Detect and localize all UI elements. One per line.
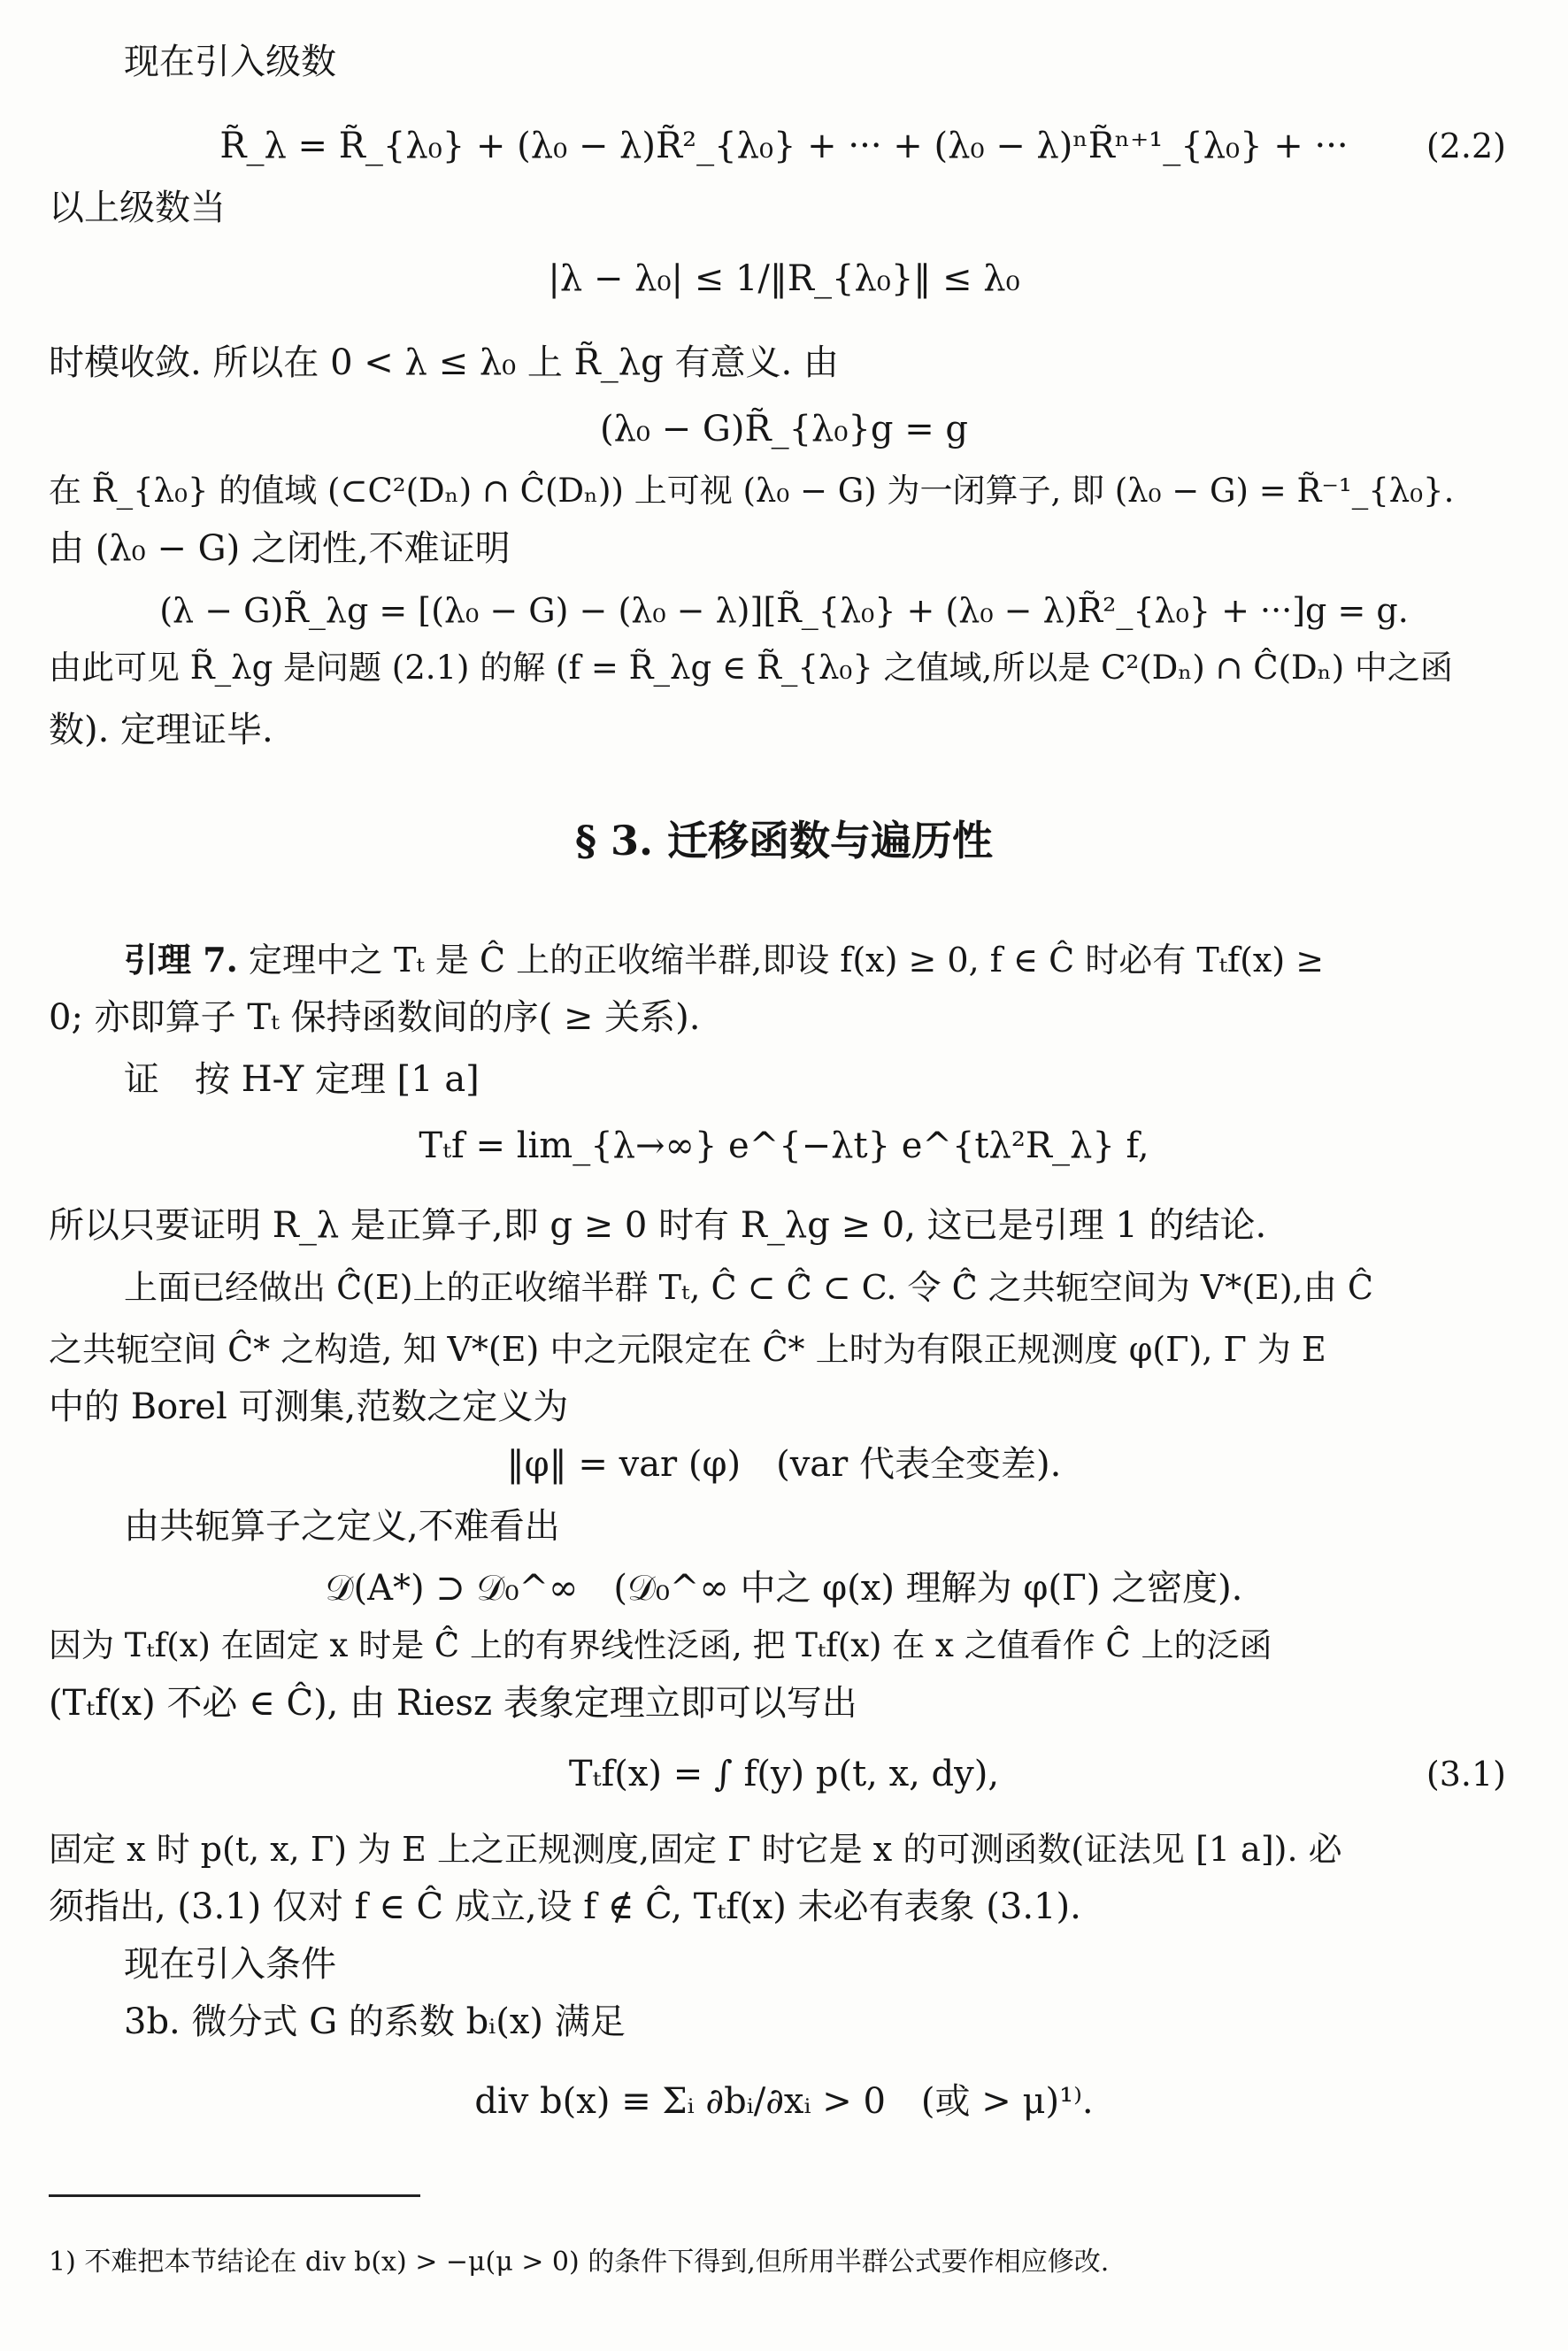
equation: (λ − G)R̃_λg = [(λ₀ − G) − (λ₀ − λ)][R̃_{λ₀} + (λ₀ − λ)R̃²_{λ₀} + ···]g = g. [159,591,1409,630]
text-line: 0; 亦即算子 Tₜ 保持函数间的序( ≥ 关系). [49,997,701,1038]
text-line: 由共轭算子之定义,不难看出 [124,1506,560,1547]
text-line: 因为 Tₜf(x) 在固定 x 时是 Ĉ̂ 上的有界线性泛函, 把 Tₜf(x) 在 x 之值看作 Ĉ 上的泛函 [49,1626,1272,1664]
text-line: 上面已经做出 Ĉ̂(E)上的正收缩半群 Tₜ, Ĉ ⊂ Ĉ̂ ⊂ C. 令 Ĉ̂ 之共轭空间为 V*(E),由 Ĉ [124,1268,1373,1307]
section-heading: § 3. 迁移函数与遍历性 [574,817,994,864]
text-line: 现在引入级数 [124,42,336,82]
text-line: 中的 Borel 可测集,范数之定义为 [49,1387,569,1427]
text-line: 时模收敛. 所以在 0 < λ ≤ λ₀ 上 R̃_λg 有意义. 由 [49,342,839,383]
lemma-label: 引理 7. [124,940,238,980]
text-line: 以上级数当 [49,188,226,228]
equation: |λ − λ₀| ≤ 1/‖R_{λ₀}‖ ≤ λ₀ [548,258,1020,299]
equation: ‖φ‖ = var (φ) (var 代表全变差). [506,1444,1062,1485]
lemma-line: 引理 7. 定理中之 Tₜ 是 Ĉ 上的正收缩半群,即设 f(x) ≥ 0, f ∈ Ĉ 时必有 Tₜf(x) ≥ [0,933,1568,987]
text-line: 固定 x 时 p(t, x, Γ) 为 E 上之正规测度,固定 Γ 时它是 x 的可测函数(证法见 [1 a]). 必 [49,1830,1342,1869]
text-line: 数). 定理证毕. [49,710,273,750]
equation-number: (3.1) [1426,1755,1506,1794]
text-line: 须指出, (3.1) 仅对 f ∈ Ĉ 成立,设 f ∉ Ĉ, Tₜf(x) 未必有表象 (3.1). [49,1886,1081,1927]
footnote: 1) 不难把本节结论在 div b(x) > −μ(μ > 0) 的条件下得到,但所用半群公式要作相应修改. [49,2247,1110,2278]
footnote-rule [49,2194,420,2197]
text-line: 所以只要证明 R_λ 是正算子,即 g ≥ 0 时有 R_λg ≥ 0, 这已是引理 1 的结论. [49,1205,1267,1246]
text-line: 之共轭空间 Ĉ* 之构造, 知 V*(E) 中之元限定在 Ĉ* 上时为有限正规测度 φ(Γ), Γ 为 E [49,1330,1326,1369]
text-line: 在 R̃_{λ₀} 的值域 (⊂C²(Dₙ) ∩ Ĉ(Dₙ)) 上可视 (λ₀ − G) 为一闭算子, 即 (λ₀ − G) = R̃⁻¹_{λ₀}. [49,472,1455,510]
proof-line: 证 按 H-Y 定理 [1 a] [124,1059,480,1100]
equation: div b(x) ≡ Σᵢ ∂bᵢ/∂xᵢ > 0 (或 > μ)¹⁾. [474,2081,1094,2122]
text-line: 现在引入条件 [124,1944,336,1985]
equation-2-2: R̃_λ = R̃_{λ₀} + (λ₀ − λ)R̃²_{λ₀} + ··· + (λ₀ − λ)ⁿR̃ⁿ⁺¹_{λ₀} + ··· (2.2) [0,119,1568,173]
text-line: 3b. 微分式 G 的系数 bᵢ(x) 满足 [124,2001,626,2042]
equation-3-1: Tₜf(x) = ∫ f(y) p(t, x, dy), (3.1) [0,1748,1568,1801]
text-line: (Tₜf(x) 不必 ∈ Ĉ), 由 Riesz 表象定理立即可以写出 [49,1683,857,1724]
text-line: 由此可见 R̃_λg 是问题 (2.1) 的解 (f = R̃_λg ∈ R̃_{λ₀} 之值域,所以是 C²(Dₙ) ∩ Ĉ(Dₙ) 中之函 [49,649,1453,687]
text-line: 由 (λ₀ − G) 之闭性,不难证明 [49,528,511,569]
equation: Tₜf = lim_{λ→∞} e^{−λt} e^{tλ²R_λ} f, [419,1126,1149,1166]
equation-number: (2.2) [1426,127,1506,165]
equation: (λ₀ − G)R̃_{λ₀}g = g [599,409,969,449]
equation: 𝒟(A*) ⊃ 𝒟₀^∞ (𝒟₀^∞ 中之 φ(x) 理解为 φ(Γ) 之密度). [325,1568,1243,1609]
